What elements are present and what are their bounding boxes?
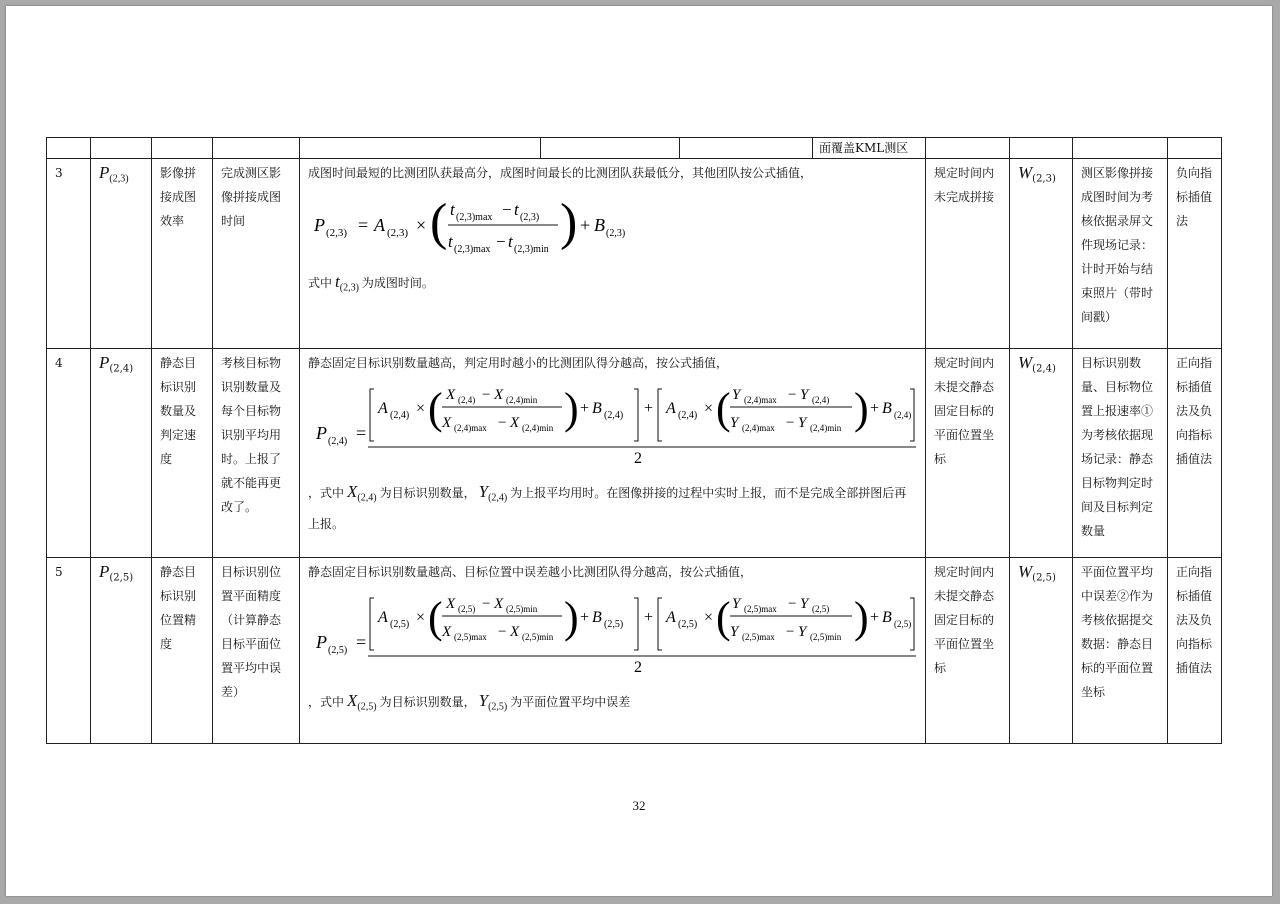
evidence-text: 目标识别数量、目标物位置上报速率①为考核依据现场记录：静态目标物判定时间及目标判定数量 bbox=[1073, 349, 1168, 558]
svg-text:): ) bbox=[854, 384, 869, 433]
svg-text:2: 2 bbox=[634, 450, 642, 465]
weight-symbol: $W_{(2,5)}$ bbox=[1010, 558, 1073, 744]
svg-text:t: t bbox=[448, 232, 453, 251]
description-text: 成图时间最短的比测团队获最高分，成图时间最长的比测团队获最低分，其他团队按公式插值， bbox=[308, 166, 813, 180]
svg-text:P: P bbox=[316, 423, 327, 443]
svg-text:(2,5)min: (2,5)min bbox=[522, 632, 554, 642]
svg-text:(2,3)max: (2,3)max bbox=[456, 212, 493, 223]
method-text: 负向指标插值法 bbox=[1168, 159, 1222, 349]
svg-text:×: × bbox=[416, 609, 426, 626]
formula-graphic bbox=[312, 191, 632, 255]
weight-symbol: $W_{(2,3)}$ bbox=[1010, 159, 1073, 349]
formula-p25 bbox=[312, 590, 917, 682]
svg-text:×: × bbox=[416, 215, 427, 235]
svg-text:−: − bbox=[496, 232, 506, 251]
condition-text: 规定时间内未提交静态固定目标的平面位置坐标 bbox=[926, 349, 1010, 558]
svg-text:(2,4)max: (2,4)max bbox=[454, 423, 487, 433]
formula-graphic bbox=[312, 381, 917, 465]
svg-text:B: B bbox=[592, 400, 602, 417]
svg-text:X: X bbox=[442, 415, 452, 431]
svg-text:×: × bbox=[416, 400, 426, 417]
table-row bbox=[47, 138, 1222, 159]
svg-text:Y: Y bbox=[798, 415, 807, 431]
svg-text:−: − bbox=[482, 387, 491, 403]
method-text: 正向指标插值法及负向指标插值法 bbox=[1168, 558, 1222, 744]
svg-text:): ) bbox=[560, 194, 578, 251]
index-symbol: $P_{(2,4)}$ bbox=[91, 349, 152, 558]
svg-text:=: = bbox=[356, 423, 367, 443]
formula-graphic bbox=[312, 590, 917, 674]
table-row bbox=[47, 558, 1222, 744]
svg-text:(: ( bbox=[430, 194, 448, 251]
svg-text:×: × bbox=[704, 609, 714, 626]
scoring-description bbox=[300, 558, 926, 744]
svg-text:X: X bbox=[494, 387, 504, 403]
weight-symbol: $W_{(2,4)}$ bbox=[1010, 349, 1073, 558]
svg-text:+: + bbox=[644, 609, 654, 626]
svg-text:(2,5): (2,5) bbox=[894, 619, 912, 629]
svg-text:+: + bbox=[580, 215, 591, 235]
svg-text:(2,4)min: (2,4)min bbox=[810, 423, 842, 433]
scoring-table bbox=[46, 137, 1222, 744]
svg-text:×: × bbox=[704, 400, 714, 417]
svg-text:(2,4)min: (2,4)min bbox=[522, 423, 554, 433]
svg-text:Y: Y bbox=[800, 596, 809, 612]
kml-note: 面覆盖KML测区 bbox=[819, 141, 909, 155]
svg-text:): ) bbox=[854, 593, 869, 642]
indicator-content: 完成测区影像拼接成图时间 bbox=[213, 159, 300, 349]
svg-text:(2,5)min: (2,5)min bbox=[506, 604, 538, 614]
svg-text:B: B bbox=[594, 215, 605, 235]
svg-text:+: + bbox=[580, 609, 590, 626]
svg-text:(2,3): (2,3) bbox=[326, 227, 348, 239]
svg-text:+: + bbox=[870, 400, 880, 417]
svg-text:A: A bbox=[666, 400, 676, 417]
svg-text:(: ( bbox=[428, 384, 443, 433]
row-number: 4 bbox=[47, 349, 91, 558]
svg-text:(2,4)max: (2,4)max bbox=[744, 395, 777, 405]
svg-text:): ) bbox=[564, 593, 579, 642]
index-symbol: $P_{(2,5)}$ bbox=[91, 558, 152, 744]
svg-text:−: − bbox=[788, 387, 797, 403]
svg-text:=: = bbox=[356, 632, 367, 652]
svg-text:): ) bbox=[564, 384, 579, 433]
svg-text:(: ( bbox=[428, 593, 443, 642]
svg-text:(2,5): (2,5) bbox=[812, 604, 830, 614]
svg-text:(2,5)max: (2,5)max bbox=[742, 632, 775, 642]
svg-text:(2,4): (2,4) bbox=[678, 410, 698, 421]
svg-text:X: X bbox=[446, 596, 456, 612]
formula-note: 式中 $t_{(2,3)}$ 为成图时间。 bbox=[308, 272, 434, 294]
svg-text:2: 2 bbox=[634, 659, 642, 674]
indicator-name: 静态目标识别数量及判定速度 bbox=[152, 349, 213, 558]
svg-text:(2,5)min: (2,5)min bbox=[810, 632, 842, 642]
formula-note: ，式中 $X_{(2,4)}$ 为目标识别数量， $Y_{(2,4)}$ 为上报平均用时。在图像拼接的过程中实时上报，而不是完成全部拼图后再上报。 bbox=[308, 482, 907, 532]
svg-text:A: A bbox=[378, 609, 388, 626]
svg-text:−: − bbox=[498, 415, 507, 431]
svg-text:A: A bbox=[666, 609, 676, 626]
svg-text:(2,3): (2,3) bbox=[520, 212, 540, 223]
method-text: 正向指标插值法及负向指标插值法 bbox=[1168, 349, 1222, 558]
svg-text:Y: Y bbox=[730, 624, 739, 640]
row-number: 3 bbox=[47, 159, 91, 349]
svg-text:(2,5): (2,5) bbox=[604, 619, 624, 630]
svg-text:Y: Y bbox=[732, 596, 741, 612]
index-symbol: $P_{(2,3)}$ bbox=[91, 159, 152, 349]
svg-text:(2,5)max: (2,5)max bbox=[744, 604, 777, 614]
svg-text:Y: Y bbox=[730, 415, 739, 431]
svg-text:+: + bbox=[580, 400, 590, 417]
svg-text:P: P bbox=[316, 632, 327, 652]
svg-text:X: X bbox=[442, 624, 452, 640]
svg-text:t: t bbox=[514, 200, 519, 219]
svg-text:B: B bbox=[882, 609, 892, 626]
svg-text:−: − bbox=[786, 415, 795, 431]
svg-text:(2,4): (2,4) bbox=[894, 410, 912, 420]
indicator-name: 影像拼接成图效率 bbox=[152, 159, 213, 349]
svg-text:(2,4): (2,4) bbox=[328, 436, 348, 447]
scoring-description bbox=[300, 349, 926, 558]
formula-p23 bbox=[312, 191, 917, 263]
indicator-name: 静态目标识别位置精度 bbox=[152, 558, 213, 744]
svg-text:−: − bbox=[788, 596, 797, 612]
svg-text:(2,4)max: (2,4)max bbox=[742, 423, 775, 433]
svg-text:A: A bbox=[378, 400, 388, 417]
svg-text:(2,3)min: (2,3)min bbox=[514, 244, 549, 255]
svg-text:X: X bbox=[510, 624, 520, 640]
svg-text:X: X bbox=[510, 415, 520, 431]
svg-text:−: − bbox=[502, 200, 512, 219]
svg-text:(: ( bbox=[716, 384, 731, 433]
page-number: 32 bbox=[632, 798, 646, 813]
svg-text:(2,4)min: (2,4)min bbox=[506, 395, 538, 405]
svg-text:(2,3)max: (2,3)max bbox=[454, 244, 491, 255]
svg-text:(: ( bbox=[716, 593, 731, 642]
svg-text:(2,5)max: (2,5)max bbox=[454, 632, 487, 642]
svg-text:(2,4): (2,4) bbox=[604, 410, 624, 421]
svg-text:+: + bbox=[870, 609, 880, 626]
svg-text:(2,3): (2,3) bbox=[387, 227, 409, 239]
row-number: 5 bbox=[47, 558, 91, 744]
table-row bbox=[47, 349, 1222, 558]
svg-text:P: P bbox=[314, 215, 325, 235]
svg-text:−: − bbox=[786, 624, 795, 640]
formula-note: ，式中 $X_{(2,5)}$ 为目标识别数量， $Y_{(2,5)}$ 为平面位置平均中误差 bbox=[308, 691, 631, 713]
svg-text:(2,5): (2,5) bbox=[328, 645, 348, 656]
svg-text:(2,5): (2,5) bbox=[458, 604, 476, 614]
evidence-text: 测区影像拼接成图时间为考核依据录屏文件现场记录：计时开始与结束照片（带时间戳） bbox=[1073, 159, 1168, 349]
condition-text: 规定时间内未完成拼接 bbox=[926, 159, 1010, 349]
svg-text:+: + bbox=[644, 400, 654, 417]
svg-text:(2,4): (2,4) bbox=[812, 395, 830, 405]
svg-text:t: t bbox=[508, 232, 513, 251]
description-text: 静态固定目标识别数量越高，判定用时越小的比测团队得分越高，按公式插值， bbox=[308, 356, 729, 370]
svg-text:Y: Y bbox=[800, 387, 809, 403]
svg-text:X: X bbox=[446, 387, 456, 403]
svg-text:B: B bbox=[882, 400, 892, 417]
indicator-content: 目标识别位置平面精度（计算静态目标平面位置平均中误差） bbox=[213, 558, 300, 744]
svg-text:(2,5): (2,5) bbox=[678, 619, 698, 630]
svg-text:X: X bbox=[494, 596, 504, 612]
svg-text:(2,4): (2,4) bbox=[390, 410, 410, 421]
svg-text:−: − bbox=[482, 596, 491, 612]
svg-text:=: = bbox=[358, 215, 369, 235]
description-text: 静态固定目标识别数量越高、目标位置中误差越小比测团队得分越高，按公式插值， bbox=[308, 565, 753, 579]
svg-text:B: B bbox=[592, 609, 602, 626]
scoring-description bbox=[300, 159, 926, 349]
formula-p24 bbox=[312, 381, 917, 473]
evidence-text: 平面位置平均中误差②作为考核依据提交数据：静态目标的平面位置坐标 bbox=[1073, 558, 1168, 744]
indicator-content: 考核目标物识别数量及每个目标物识别平均用时。上报了就不能再更改了。 bbox=[213, 349, 300, 558]
svg-text:(2,5): (2,5) bbox=[390, 619, 410, 630]
table-row bbox=[47, 159, 1222, 349]
svg-text:(2,3): (2,3) bbox=[606, 228, 626, 239]
svg-text:A: A bbox=[374, 215, 385, 235]
document-page bbox=[6, 6, 1272, 896]
svg-text:Y: Y bbox=[798, 624, 807, 640]
svg-text:t: t bbox=[450, 200, 455, 219]
svg-text:−: − bbox=[498, 624, 507, 640]
svg-text:Y: Y bbox=[732, 387, 741, 403]
svg-text:(2,4): (2,4) bbox=[458, 395, 476, 405]
condition-text: 规定时间内未提交静态固定目标的平面位置坐标 bbox=[926, 558, 1010, 744]
